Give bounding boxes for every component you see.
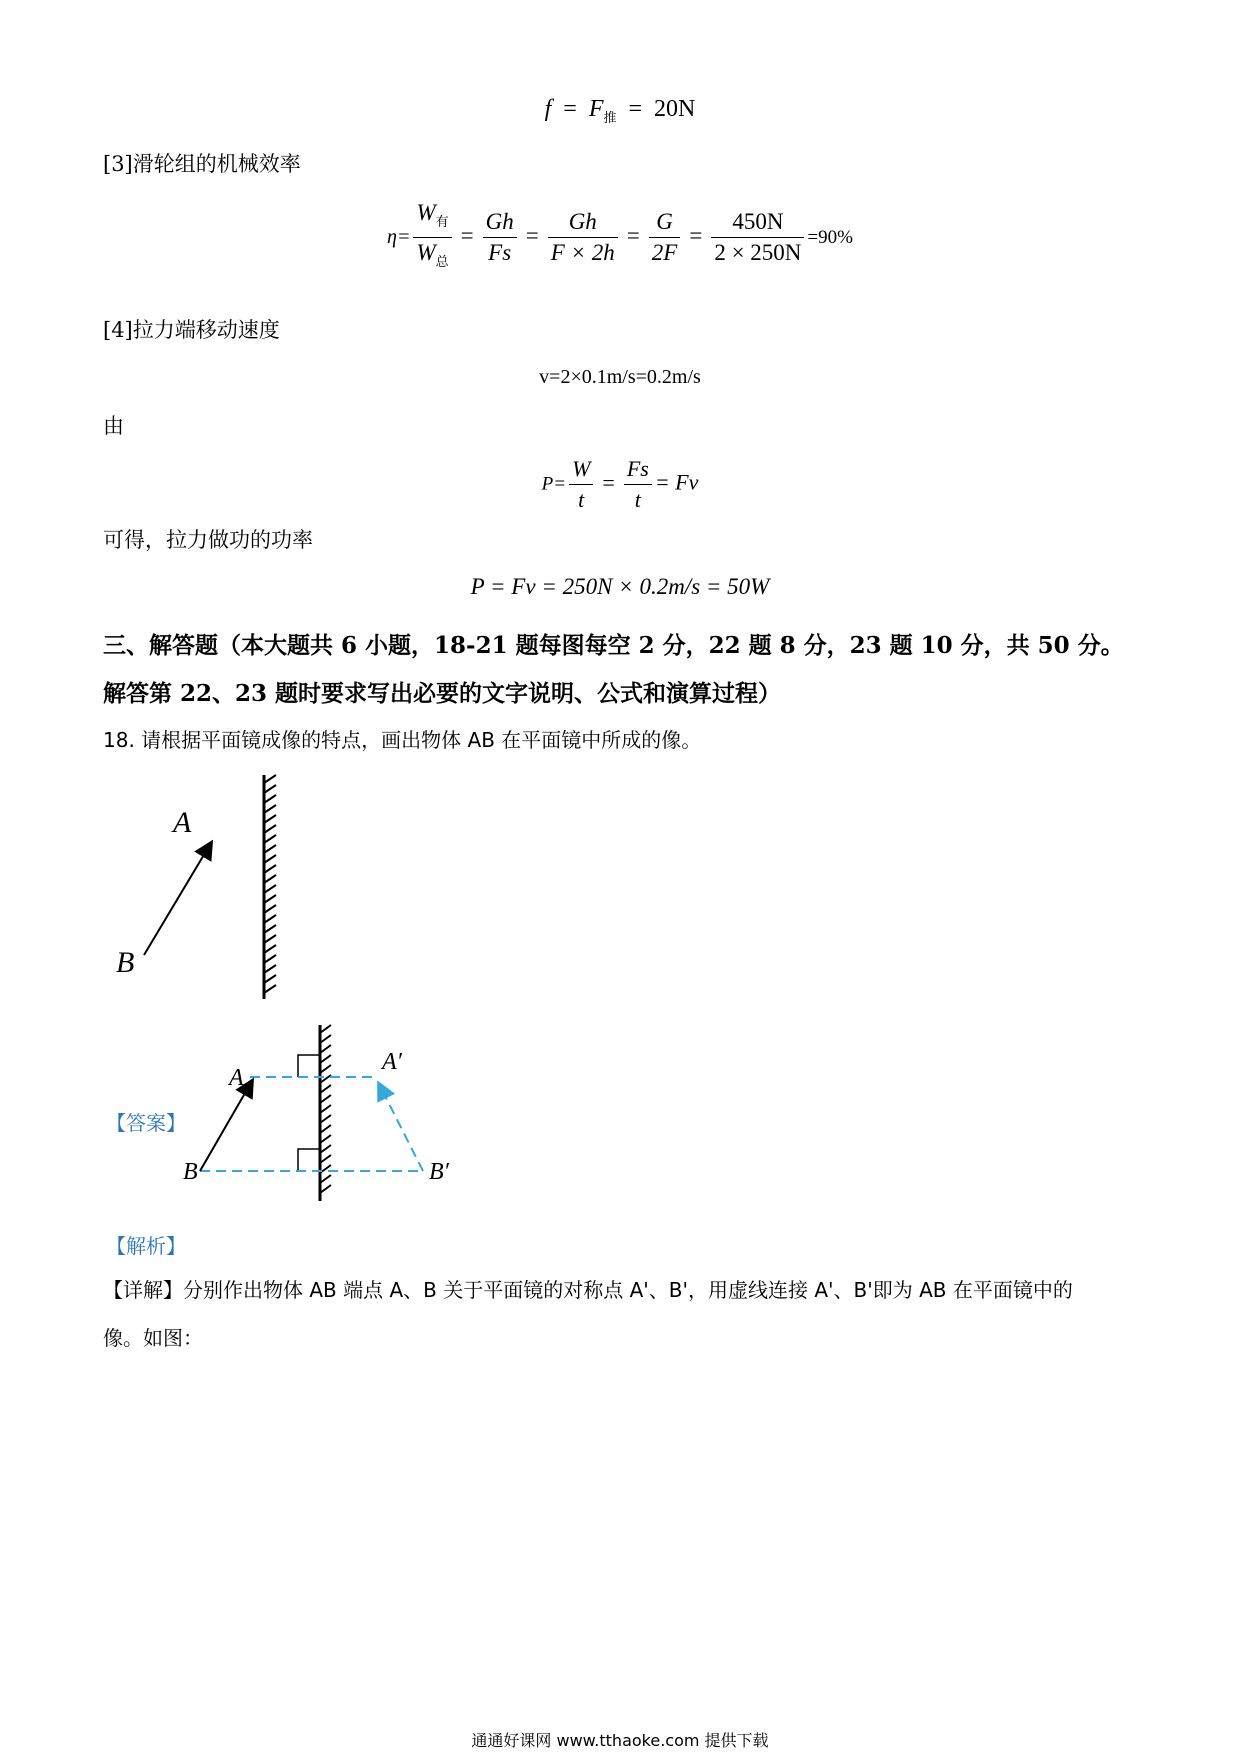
object-arrow-ab: [200, 1081, 252, 1171]
fraction-gh-f2h: [548, 207, 618, 268]
friction-value: 20N: [654, 96, 696, 122]
fraction-work: [413, 198, 451, 277]
p-symbol: P=: [541, 473, 567, 495]
power-formula: P= $\frac{W}{t}$ = $\frac{Fs}{t}$ = Fv: [0, 454, 1240, 515]
right-angle-mark-bottom: [298, 1149, 320, 1171]
fraction-fs-t: [624, 454, 652, 515]
fraction-denominator: F × 2h: [550, 240, 615, 265]
label-b: B: [116, 946, 135, 979]
fraction-numerator: 450N: [711, 207, 804, 238]
fraction-numerator: Gh: [483, 207, 517, 238]
figure-mirror-question: [100, 775, 300, 1015]
step3-label: [3]滑轮组的机械效率: [103, 152, 301, 176]
fraction-numerator: G: [649, 207, 681, 238]
answer-tag: 【答案】: [106, 1111, 186, 1135]
label-a: A: [229, 1065, 244, 1091]
figure-mirror-answer: [183, 1025, 465, 1215]
footer-text: 通通好课网 www.tthaoke.com 提供下载: [471, 1731, 769, 1750]
w-useful-subscript: 有: [435, 214, 449, 229]
fraction-numeric: [711, 207, 804, 268]
fraction-numerator: W: [569, 454, 593, 485]
fraction-denominator: Fs: [488, 240, 512, 265]
mirror-hatching: [264, 775, 276, 993]
fraction-numerator: Gh: [548, 207, 618, 238]
force-subscript: 推: [603, 110, 617, 125]
w-total: W: [416, 240, 436, 265]
step4-label: [4]拉力端移动速度: [103, 318, 280, 342]
equals-sign: =: [628, 96, 643, 122]
efficiency-result: =90%: [807, 226, 853, 248]
label-a: A: [173, 806, 192, 839]
fraction-denominator: t: [578, 487, 585, 512]
fraction-denominator: 2 × 250N: [714, 240, 802, 265]
right-angle-mark-top: [298, 1055, 320, 1077]
fraction-g-2f: [649, 207, 681, 268]
power-value-formula: P = Fv = 250N × 0.2m/s = 50W: [470, 574, 770, 599]
section-heading-line2: 解答第 22、23 题时要求写出必要的文字说明、公式和演算过程）: [103, 680, 782, 707]
you-word: 由: [103, 414, 124, 438]
mirror-hatching: [320, 1025, 331, 1193]
f-symbol: f: [544, 96, 552, 122]
eta-symbol: η=: [387, 225, 411, 248]
label-b-prime: B′: [429, 1159, 449, 1185]
question-18: 18. 请根据平面镜成像的特点，画出物体 AB 在平面镜中所成的像。: [103, 728, 702, 752]
image-arrow-aprime-bprime: [379, 1084, 423, 1171]
velocity-formula: v=2×0.1m/s=0.2m/s: [539, 366, 701, 388]
fraction-denominator: t: [634, 487, 641, 512]
fraction-denominator: 2F: [651, 240, 678, 265]
force-symbol: F: [588, 96, 604, 122]
conclusion-text: 可得，拉力做功的功率: [103, 528, 313, 552]
w-useful: W: [416, 200, 436, 225]
w-total-subscript: 总: [435, 254, 449, 269]
detail-line2: 像。如图：: [103, 1326, 203, 1350]
friction-formula: [0, 96, 1240, 126]
detail-line1: 【详解】分别作出物体 AB 端点 A、B 关于平面镜的对称点 A'、B'，用虚线连接 A'、B'即为 AB 在平面镜中的: [103, 1278, 1073, 1302]
section-heading-line1: 三、解答题（本大题共 6 小题，18-21 题每图每空 2 分，22 题 8 分，23 题 10 分，共 50 分。: [103, 632, 1124, 659]
equals-sign: =: [563, 96, 577, 122]
fraction-w-t: [569, 454, 593, 515]
label-a-prime: A′: [382, 1049, 402, 1075]
fraction-numerator: Fs: [624, 454, 652, 485]
label-b: B: [183, 1159, 198, 1185]
fraction-gh-fs: [483, 207, 517, 268]
object-arrow-ab: [144, 843, 211, 955]
power-rhs: = Fv: [654, 469, 699, 495]
analysis-tag: 【解析】: [106, 1234, 186, 1258]
efficiency-formula: η= $\frac{W_有}{W_总}$ = $\frac{Gh}{Fs}$ = $\frac{Gh}{F \times 2h}$ = $\frac{G}{2F}$ = $\frac{450N}{2 \times 250N}$ =90%: [0, 198, 1240, 277]
